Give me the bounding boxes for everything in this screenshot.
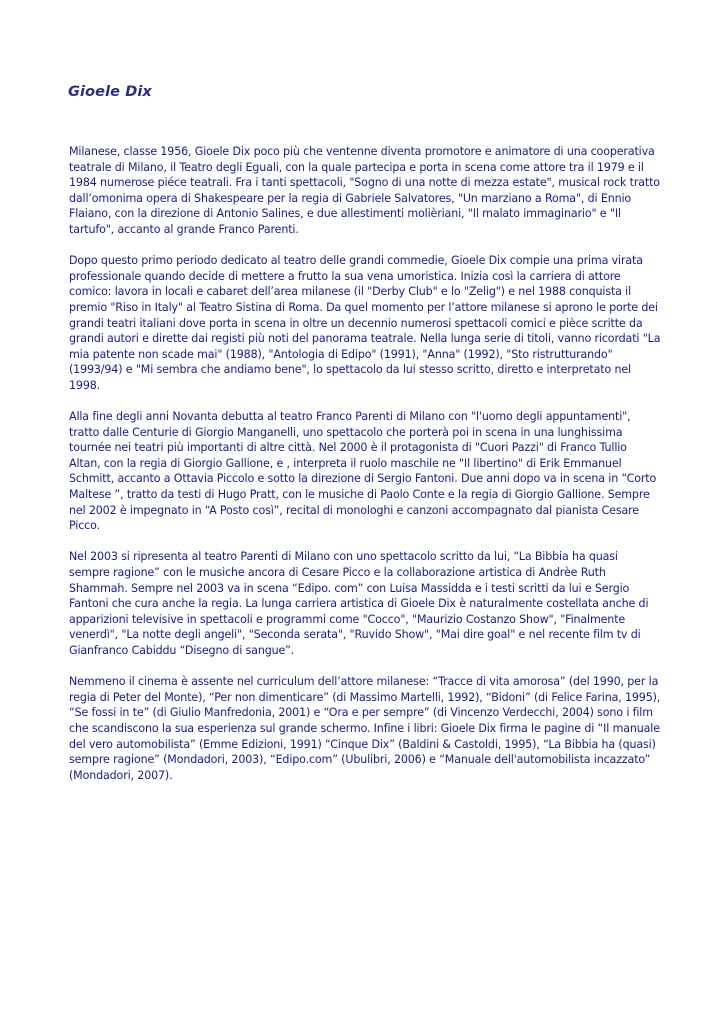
paragraph-early-career: Milanese, classe 1956, Gioele Dix poco più che ventenne diventa promotore e animatore di una cooperativa teatrale di Milano, il Teatro degli Eguali, con la quale partecipa e porta in scena come attore tra il 1979 e il 1984 numerose piéce teatrali. Fra i tanti spettacoli, "Sogno di una notte di mezza estate", musical rock tratto dall’omonima opera di Shakespeare per la regia di Gabriele Salvatores, "Un marziano a Roma", di Ennio Flaiano, con la direzione di Antonio Salines, e due allestimenti molièriani, "Il malato immaginario" e "Il tartufo", accanto al grande Franco Parenti. bbox=[69, 145, 660, 236]
paragraph-cinema-books: Nemmeno il cinema è assente nel curriculum dell’attore milanese: “Tracce di vita amorosa” (del 1990, per la regia di Peter del Monte), “Per non dimenticare” (di Massimo Martelli, 1992), “Bidoni” (di Felice Farina, 1995), “Se fossi in te” (di Giulio Manfredonia, 2001) e “Ora e per sempre” (di Vincenzo Verdecchi, 2004) sono i film che scandiscono la sua esperienza sul grande schermo. Infine i libri: Gioele Dix firma le pagine di “Il manuale del vero automobilista” (Emme Edizioni, 1991) “Cinque Dix” (Baldini & Castoldi, 1995), “La Bibbia ha (quasi) sempre ragione” (Mondadori, 2003), “Edipo.com” (Ubulibri, 2006) e “Manuale dell'automobilista incazzato” (Mondadori, 2007). bbox=[69, 675, 661, 782]
paragraph-late-nineties: Alla fine degli anni Novanta debutta al teatro Franco Parenti di Milano con "l'uomo degli appuntamenti", tratto dalle Centurie di Giorgio Manganelli, uno spettacolo che porterà poi in scena in una lunghissima tournée nei teatri più importanti di altre città. Nel 2000 è il protagonista di "Cuori Pazzi" di Franco Tullio Altan, con la regia di Giorgio Gallione, e , interpreta il ruolo maschile ne "Il libertino" di Erik Emmanuel Schmitt, accanto a Ottavia Piccolo e sotto la direzione di Sergio Fantoni. Due anni dopo va in scena in “Corto Maltese ”, tratto da testi di Hugo Pratt, con le musiche di Paolo Conte e la regia di Giorgio Gallione. Sempre nel 2002 è impegnato in “A Posto così”, recital di monologhi e canzoni accompagnato dal pianista Cesare Picco. bbox=[69, 410, 657, 533]
paragraph-2003-television: Nel 2003 si ripresenta al teatro Parenti di Milano con uno spettacolo scritto da lui, “La Bibbia ha quasi sempre ragione” con le musiche ancora di Cesare Picco e la collaborazione artistica di Andrèe Ruth Shammah. Sempre nel 2003 va in scena “Edipo. com” con Luisa Massidda e i testi scritti da lui e Sergio Fantoni che cura anche la regia. La lunga carriera artistica di Gioele Dix è naturalmente costellata anche di apparizioni televisive in spettacoli e programmi come "Cocco", "Maurizio Costanzo Show", "Finalmente venerdì", "La notte degli angeli", "Seconda serata", "Ruvido Show", "Mai dire goal" e nel recente film tv di Gianfranco Cabiddu “Disegno di sangue”. bbox=[69, 550, 649, 657]
document-body bbox=[69, 144, 661, 799]
paragraph-comic-career: Dopo questo primo periodo dedicato al teatro delle grandi commedie, Gioele Dix compie una prima virata professionale quando decide di mettere a frutto la sua vena umoristica. Inizia così la carriera di attore comico: lavora in locali e cabaret dell’area milanese (il "Derby Club" e lo "Zelig") e nel 1988 conquista il premio "Riso in Italy" al Teatro Sistina di Roma. Da quel momento per l’attore milanese si aprono le porte dei grandi teatri italiani dove porta in scena in oltre un decennio numerosi spettacoli comici e pièce scritte da grandi autori e dirette dai registi più noti del panorama teatrale. Nella lunga serie di titoli, vanno ricordati "La mia patente non scade mai" (1988), "Antologia di Edipo" (1991), "Anna" (1992), "Sto ristrutturando" (1993/94) e "Mi sembra che andiamo bene", lo spettacolo da lui stesso scritto, diretto e interpretato nel 1998. bbox=[69, 254, 661, 392]
document-title: Gioele Dix bbox=[68, 84, 152, 100]
